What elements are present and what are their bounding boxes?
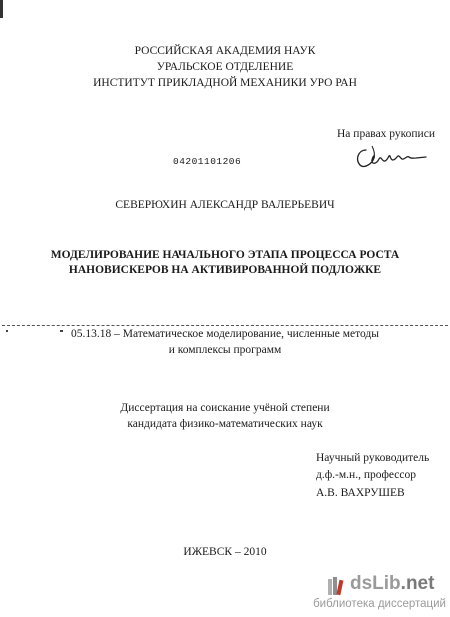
author-name: СЕВЕРЮХИН АЛЕКСАНДР ВАЛЕРЬЕВИЧ [115, 199, 335, 211]
watermark-logo [350, 573, 434, 595]
org-line-3: ИНСТИТУТ ПРИКЛАДНОЙ МЕХАНИКИ УРО РАН [93, 77, 357, 89]
scan-edge-mark [0, 0, 3, 18]
specialty-line-1: 05.13.18 – Математическое моделирование, численные методы [71, 328, 379, 340]
degree-line-1: Диссертация на соискание учёной степени [120, 402, 330, 414]
rights-notice: На правах рукописи [337, 128, 435, 140]
books-logo-icon [326, 575, 348, 597]
catalog-number: 04201101206 [173, 156, 242, 167]
title-line-1: МОДЕЛИРОВАНИЕ НАЧАЛЬНОГО ЭТАПА ПРОЦЕССА РОСТА [50, 249, 400, 261]
signature-image [352, 140, 428, 174]
place-year: ИЖЕВСК – 2010 [183, 546, 267, 558]
org-line-1: РОССИЙСКАЯ АКАДЕМИЯ НАУК [134, 45, 316, 57]
watermark-subtitle: библиотека диссертаций [313, 598, 446, 610]
title-line-2: НАНОВИСКЕРОВ НА АКТИВИРОВАННОЙ ПОДЛОЖКЕ [68, 264, 382, 276]
watermark-logo-ext: .net [400, 573, 435, 594]
scan-dashed-line [2, 325, 448, 326]
supervisor-name: А.В. ВАХРУШЕВ [316, 487, 405, 499]
supervisor-role: Научный руководитель [316, 452, 430, 464]
supervisor-rank: д.ф.-м.н., профессор [316, 469, 417, 481]
org-line-2: УРАЛЬСКОЕ ОТДЕЛЕНИЕ [156, 61, 294, 73]
specialty-line-2: и комплексы программ [168, 344, 282, 356]
watermark-logo-main: dsLib [350, 573, 401, 594]
degree-line-2: кандидата физико-математических наук [127, 418, 323, 430]
